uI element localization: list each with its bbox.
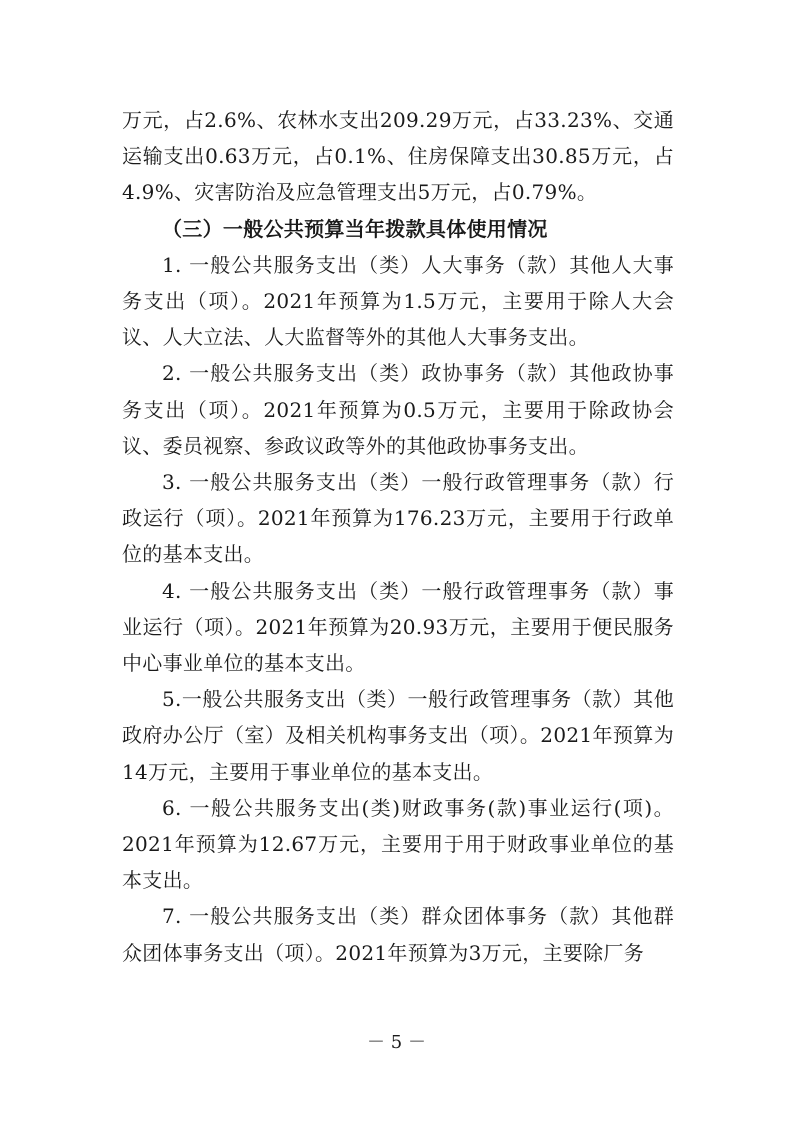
paragraph-item-2: 2. 一般公共服务支出（类）政协事务（款）其他政协事务支出（项）。2021年预算为0.5万元，主要用于除政协会议、委员视察、参政议政等外的其他政协事务支出。 <box>122 361 674 458</box>
page-number: － 5 － <box>367 1032 426 1053</box>
paragraph-item-5: 5.一般公共服务支出（类）一般行政管理事务（款）其他政府办公厅（室）及相关机构事务支出（项）。2021年预算为14万元，主要用于事业单位的基本支出。 <box>122 687 674 784</box>
document-body <box>122 102 674 971</box>
paragraph-item-3: 3. 一般公共服务支出（类）一般行政管理事务（款）行政运行（项）。2021年预算为176.23万元，主要用于行政单位的基本支出。 <box>122 470 674 567</box>
paragraph-continuation: 万元，占2.6%、农林水支出209.29万元，占33.23%、交通运输支出0.63万元，占0.1%、住房保障支出30.85万元，占4.9%、灾害防治及应急管理支出5万元，占0.79%。 <box>122 108 674 205</box>
paragraph-item-7: 7. 一般公共服务支出（类）群众团体事务（款）其他群众团体事务支出（项）。2021年预算为3万元，主要除厂务 <box>122 904 674 965</box>
paragraph-item-4: 4. 一般公共服务支出（类）一般行政管理事务（款）事业运行（项）。2021年预算为20.93万元，主要用于便民服务中心事业单位的基本支出。 <box>122 578 674 676</box>
paragraph-item-1: 1. 一般公共服务支出（类）人大事务（款）其他人大事务支出（项）。2021年预算为1.5万元，主要用于除人大会议、人大立法、人大监督等外的其他人大事务支出。 <box>122 252 674 350</box>
section-heading: （三）一般公共预算当年拨款具体使用情况 <box>162 216 548 241</box>
paragraph-item-6: 6. 一般公共服务支出(类)财政事务(款)事业运行(项)。2021年预算为12.67万元，主要用于用于财政事业单位的基本支出。 <box>122 795 674 893</box>
